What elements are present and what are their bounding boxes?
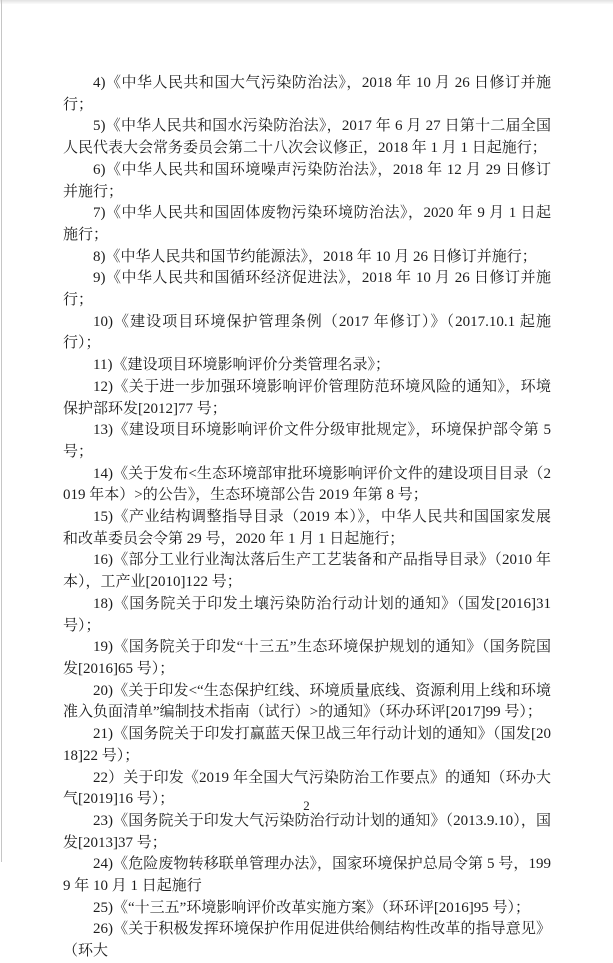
list-item-24: 24)《危险废物转移联单管理办法》，国家环境保护总局令第 5 号，1999 年 10 月 1 日起施行 — [63, 856, 551, 895]
list-item-13: 13)《建设项目环境影响评价文件分级审批规定》，环境保护部令第 5 号； — [63, 422, 551, 460]
list-item-19: 19)《国务院关于印发“十三五”生态环境保护规划的通知》（国务院国发[2016]65 号）； — [63, 639, 551, 677]
page-top-edge — [0, 0, 613, 4]
list-item-9: 9)《中华人民共和国循环经济促进法》，2018 年 10 月 26 日修订并施行； — [63, 270, 551, 309]
list-item-21: 21)《国务院关于印发打赢蓝天保卫战三年行动计划的通知》（国发[2018]22 号）； — [63, 726, 551, 764]
list-item-25: 25)《“十三五”环境影响评价改革实施方案》（环环评[2016]95 号）； — [93, 899, 531, 916]
list-item-20: 20)《关于印发<“生态保护红线、环境质量底线、资源利用上线和环境准入负面清单”编制技术指南（试行）>的通知》（环办环评[2017]99 号）； — [63, 682, 551, 721]
list-item-8: 8)《中华人民共和国节约能源法》，2018 年 10 月 26 日修订并施行； — [93, 248, 537, 265]
list-item-14: 14)《关于发布<生态环境部审批环境影响评价文件的建设项目目录（2019 年本）>的公告》，生态环境部公告 2019 年第 8 号； — [63, 465, 551, 504]
list-item-12: 12)《关于进一步加强环境影响评价管理防范环境风险的通知》，环境保护部环发[2012]77 号； — [63, 378, 551, 417]
list-item-18: 18)《国务院关于印发土壤污染防治行动计划的通知》（国发[2016]31 号）； — [63, 595, 551, 634]
list-item-7: 7)《中华人民共和国固体废物污染环境防治法》，2020 年 9 月 1 日起施行； — [63, 205, 551, 243]
list-item-15: 15)《产业结构调整指导目录（2019 本）》，中华人民共和国国家发展和改革委员会令第 29 号，2020 年 1 月 1 日起施行； — [63, 509, 551, 547]
list-item-5: 5)《中华人民共和国水污染防治法》，2017 年 6 月 27 日第十二届全国人民代表大会常务委员会第二十八次会议修正，2018 年 1 月 1 日起施行； — [63, 118, 551, 157]
list-item-6: 6)《中华人民共和国环境噪声污染防治法》，2018 年 12 月 29 日修订并施行； — [63, 161, 551, 200]
page-number: 2 — [303, 798, 310, 813]
list-item-26: 26)《关于积极发挥环境保护作用促进供给侧结构性改革的指导意见》（环大 — [63, 921, 551, 960]
list-item-23: 23)《国务院关于印发大气污染防治行动计划的通知》（2013.9.10），国发[2013]37 号； — [63, 812, 551, 851]
list-item-22: 22）关于印发《2019 年全国大气污染防治工作要点》的通知（环办大气[2019]16 号）； — [63, 769, 551, 808]
list-item-4: 4)《中华人民共和国大气污染防治法》，2018 年 10 月 26 日修订并施行； — [63, 75, 551, 113]
list-item-16: 16)《部分工业行业淘汰落后生产工艺装备和产品指导目录》（2010 年本），工产业[2010]122 号； — [63, 552, 551, 591]
document-body — [63, 73, 551, 963]
page-left-edge — [1, 0, 2, 862]
list-item-10: 10)《建设项目环境保护管理条例（2017 年修订）》（2017.10.1 起施行）； — [63, 313, 551, 352]
list-item-11: 11)《建设项目环境影响评价分类管理名录》； — [93, 357, 390, 374]
